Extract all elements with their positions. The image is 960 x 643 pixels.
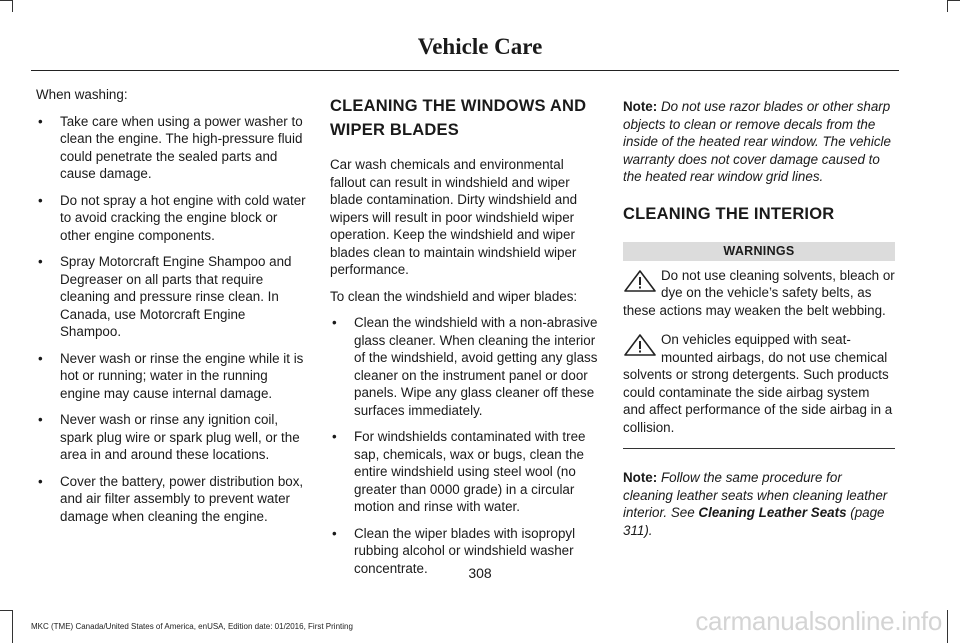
column-2	[330, 86, 602, 586]
crop-mark	[0, 610, 12, 611]
windows-bullet-list	[330, 314, 602, 577]
warnings-end-rule	[623, 448, 895, 449]
list-item: • For windshields contaminated with tree sap, chemicals, wax or bugs, clean the entire windshield using steel wool (no greater than 0000 grade) in a circular motion and rinse with water.	[330, 428, 602, 516]
crop-mark	[12, 610, 13, 643]
list-item: • Take care when using a power washer to clean the engine. The high-pressure fluid could penetrate the sealed parts and cause damage.	[36, 113, 307, 183]
warning-item	[623, 267, 895, 320]
crop-mark	[12, 0, 13, 12]
list-item: • Never wash or rinse any ignition coil, spark plug wire or spark plug well, or the area in and around these locations.	[36, 411, 307, 464]
windows-paragraph-1: Car wash chemicals and environmental fallout can result in windshield and wiper blade contamination. Dirty windshield and wipers will result in poor windshield wiper operation. Keep the windshield and wiper blades clean to maintain windshield wiper performance.	[330, 157, 578, 277]
washing-bullet-list	[36, 113, 307, 526]
list-item: • Clean the windshield with a non-abrasive glass cleaner. When cleaning the interior of the windshield, avoid getting any glass cleaner on the instrument panel or door panels. Wipe any glass cleaner off these surfaces immediately.	[330, 314, 602, 419]
page-title: Vehicle Care	[417, 34, 543, 59]
note-label: Note:	[623, 99, 658, 114]
note-razor	[623, 98, 895, 186]
footer-edition-text: MKC (TME) Canada/United States of America, enUSA, Edition date: 01/2016, First Printing	[31, 622, 353, 631]
crop-mark	[0, 0, 12, 1]
list-item: • Clean the wiper blades with isopropyl rubbing alcohol or windshield washer concentrate.	[330, 525, 602, 578]
heading-line-2: WIPER BLADES	[330, 121, 459, 139]
warning-triangle-icon	[623, 269, 657, 293]
note-leather	[623, 469, 895, 539]
section-heading-windows	[330, 94, 602, 142]
note-text: Follow the same procedure for cleaning leather seats when cleaning leather interior. See	[623, 470, 888, 520]
page-number: 308	[468, 565, 492, 581]
warning-triangle-icon	[623, 333, 657, 357]
crop-mark	[947, 610, 948, 643]
crop-mark	[947, 0, 948, 12]
list-item: • Cover the battery, power distribution box, and air filter assembly to prevent water damage when cleaning the engine.	[36, 473, 307, 526]
list-item: • Spray Motorcraft Engine Shampoo and Degreaser on all parts that require cleaning and pressure rinse clean. In Canada, use Motorcraft Engine Shampoo.	[36, 253, 307, 341]
warning-text: On vehicles equipped with seat-mounted airbags, do not use chemical solvents or strong detergents. Such products could contaminate the side airbag system and affect performance of the side airbag in a collision.	[623, 332, 893, 435]
warnings-heading: WARNINGS	[623, 242, 895, 261]
column-1	[36, 86, 307, 534]
cross-reference-link[interactable]: Cleaning Leather Seats	[698, 505, 847, 520]
column-3	[623, 86, 895, 548]
heading-line-1: CLEANING THE WINDOWS AND	[330, 97, 587, 115]
watermark: carmanualsonline.info	[695, 606, 942, 636]
warning-item	[623, 331, 895, 436]
warning-text: Do not use cleaning solvents, bleach or dye on the vehicle’s safety belts, as these actions may weaken the belt webbing.	[623, 267, 895, 318]
note-text: (page 311).	[623, 505, 885, 538]
list-item: • Never wash or rinse the engine while it is hot or running; water in the running engine may cause internal damage.	[36, 350, 307, 403]
section-heading-interior: CLEANING THE INTERIOR	[623, 204, 835, 223]
crop-mark	[948, 0, 960, 1]
note-label: Note:	[623, 470, 658, 485]
header-rule	[31, 70, 899, 71]
list-item: • Do not spray a hot engine with cold water to avoid cracking the engine block or other engine components.	[36, 192, 307, 245]
washing-intro: When washing:	[36, 87, 128, 102]
windows-paragraph-2: To clean the windshield and wiper blades:	[330, 288, 578, 304]
note-text: Do not use razor blades or other sharp objects to clean or remove decals from the inside of the heated rear window. The vehicle warranty does not cover damage caused to the heated rear window grid lines.	[623, 99, 891, 184]
